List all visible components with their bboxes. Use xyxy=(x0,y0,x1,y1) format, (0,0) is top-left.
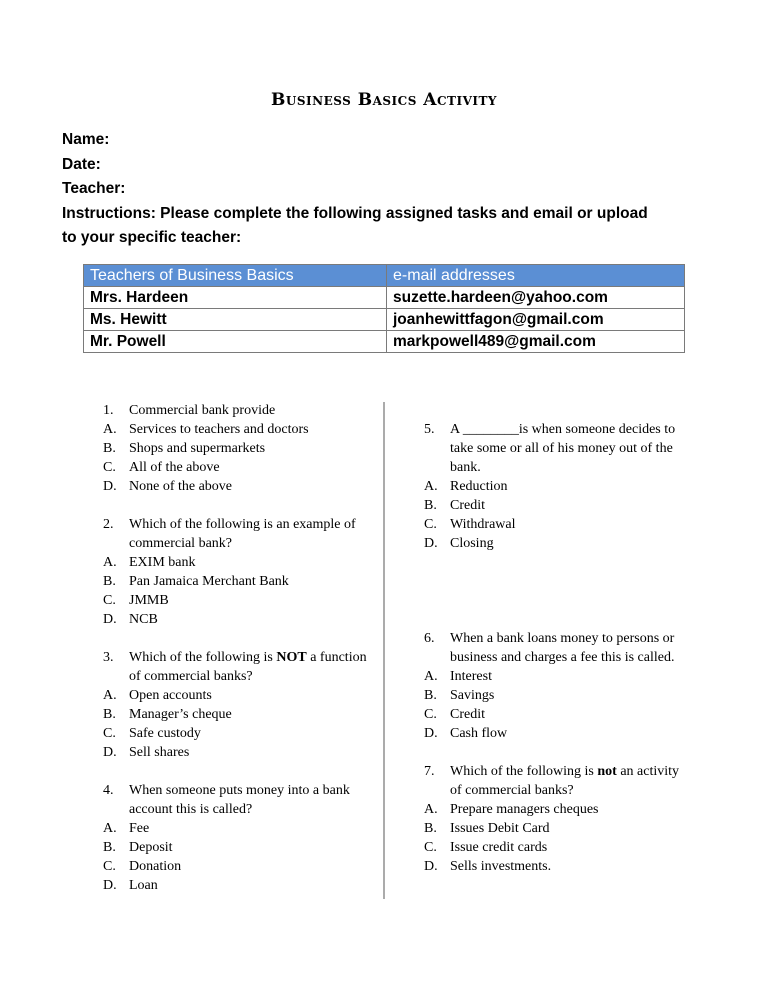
option-text: All of the above xyxy=(129,460,220,475)
option-text: JMMB xyxy=(129,593,169,608)
emphasis-not: not xyxy=(597,764,617,779)
question-5 xyxy=(424,420,694,553)
option-text: None of the above xyxy=(129,479,233,494)
instructions-line-1: Instructions: Please complete the following assigned tasks and email or upload xyxy=(62,204,648,222)
question-text-post: an activity of commercial banks? xyxy=(450,764,680,798)
teacher-email: suzette.hardeen@yahoo.com xyxy=(387,287,685,309)
option-text: Credit xyxy=(450,498,485,513)
question-number: 7. xyxy=(424,764,435,779)
question-text xyxy=(450,762,694,800)
option-text: NCB xyxy=(129,612,158,627)
option-label: A. xyxy=(103,688,117,703)
option-label: B. xyxy=(424,498,437,513)
option-text: Deposit xyxy=(129,840,173,855)
option-text: Manager’s cheque xyxy=(129,707,232,722)
option-text: Shops and supermarkets xyxy=(129,441,266,456)
question-text-pre: Which of the following is xyxy=(450,764,598,779)
question-number: 3. xyxy=(103,650,114,665)
option-label: D. xyxy=(103,878,117,893)
questions-right-column xyxy=(424,420,694,895)
teacher-label: Teacher: xyxy=(62,180,126,197)
question-text: A ________is when someone decides to take some or all of his money out of the bank. xyxy=(450,422,676,475)
question-text: When someone puts money into a bank account this is called? xyxy=(129,783,350,817)
question-text: Commercial bank provide xyxy=(129,403,276,418)
instructions-line-2: to your specific teacher: xyxy=(62,229,242,246)
option-text: Issue credit cards xyxy=(450,840,548,855)
question-text: Which of the following is an example of commercial bank? xyxy=(129,517,356,551)
document-title: Business Basics Activity xyxy=(270,90,497,110)
question-1 xyxy=(103,401,373,496)
option-label: A. xyxy=(424,802,438,817)
question-2 xyxy=(103,515,373,629)
option-text: Issues Debit Card xyxy=(450,821,550,836)
question-3 xyxy=(103,648,373,762)
option-label: A. xyxy=(424,669,438,684)
option-text: Donation xyxy=(129,859,182,874)
question-text-pre: Which of the following is xyxy=(129,650,277,665)
teacher-name: Mr. Powell xyxy=(84,331,387,353)
question-6 xyxy=(424,629,694,743)
question-number: 1. xyxy=(103,403,114,418)
option-label: D. xyxy=(103,745,117,760)
option-text: Open accounts xyxy=(129,688,212,703)
option-label: C. xyxy=(424,517,437,532)
question-number: 6. xyxy=(424,631,435,646)
teachers-table xyxy=(83,264,685,353)
option-text: EXIM bank xyxy=(129,555,196,570)
option-label: D. xyxy=(103,612,117,627)
table-header-row xyxy=(84,265,685,287)
option-label: A. xyxy=(103,555,117,570)
option-label: B. xyxy=(424,688,437,703)
option-text: Prepare managers cheques xyxy=(450,802,599,817)
option-label: C. xyxy=(424,707,437,722)
option-text: Closing xyxy=(450,536,494,551)
column-divider xyxy=(383,402,385,899)
question-number: 5. xyxy=(424,422,435,437)
option-label: B. xyxy=(103,574,116,589)
option-label: D. xyxy=(424,536,438,551)
option-label: B. xyxy=(103,441,116,456)
option-text: Cash flow xyxy=(450,726,508,741)
table-row xyxy=(84,309,685,331)
questions-left-column xyxy=(103,401,373,914)
question-text xyxy=(129,648,373,686)
option-label: B. xyxy=(424,821,437,836)
question-number: 4. xyxy=(103,783,114,798)
option-label: C. xyxy=(424,840,437,855)
date-label: Date: xyxy=(62,155,101,173)
option-text: Fee xyxy=(129,821,150,836)
option-label: C. xyxy=(103,460,116,475)
option-label: A. xyxy=(103,821,117,836)
option-text: Credit xyxy=(450,707,485,722)
option-text: Reduction xyxy=(450,479,508,494)
question-number: 2. xyxy=(103,517,114,532)
option-text: Withdrawal xyxy=(450,517,516,532)
option-label: A. xyxy=(103,422,117,437)
header-emails: e-mail addresses xyxy=(387,265,685,287)
option-label: C. xyxy=(103,726,116,741)
header-teachers: Teachers of Business Basics xyxy=(84,265,387,287)
option-text: Sells investments. xyxy=(450,859,552,874)
teacher-email: markpowell489@gmail.com xyxy=(387,331,685,353)
option-label: B. xyxy=(103,707,116,722)
question-text: When a bank loans money to persons or business and charges a fee this is called. xyxy=(450,631,675,665)
question-text-post: a function of commercial banks? xyxy=(129,650,367,684)
header-fields xyxy=(62,128,702,251)
option-text: Safe custody xyxy=(129,726,201,741)
option-label: C. xyxy=(103,859,116,874)
option-label: D. xyxy=(103,479,117,494)
table-row xyxy=(84,331,685,353)
question-7 xyxy=(424,762,694,876)
question-4 xyxy=(103,781,373,895)
option-label: D. xyxy=(424,859,438,874)
option-text: Sell shares xyxy=(129,745,190,760)
option-label: A. xyxy=(424,479,438,494)
option-text: Savings xyxy=(450,688,495,703)
option-label: B. xyxy=(103,840,116,855)
option-text: Loan xyxy=(129,878,158,893)
option-label: D. xyxy=(424,726,438,741)
option-text: Pan Jamaica Merchant Bank xyxy=(129,574,289,589)
teacher-name: Ms. Hewitt xyxy=(84,309,387,331)
teacher-email: joanhewittfagon@gmail.com xyxy=(387,309,685,331)
emphasis-not: NOT xyxy=(276,650,307,665)
option-label: C. xyxy=(103,593,116,608)
teacher-name: Mrs. Hardeen xyxy=(84,287,387,309)
table-row xyxy=(84,287,685,309)
option-text: Interest xyxy=(450,669,492,684)
name-label: Name: xyxy=(62,131,110,148)
option-text: Services to teachers and doctors xyxy=(129,422,309,437)
